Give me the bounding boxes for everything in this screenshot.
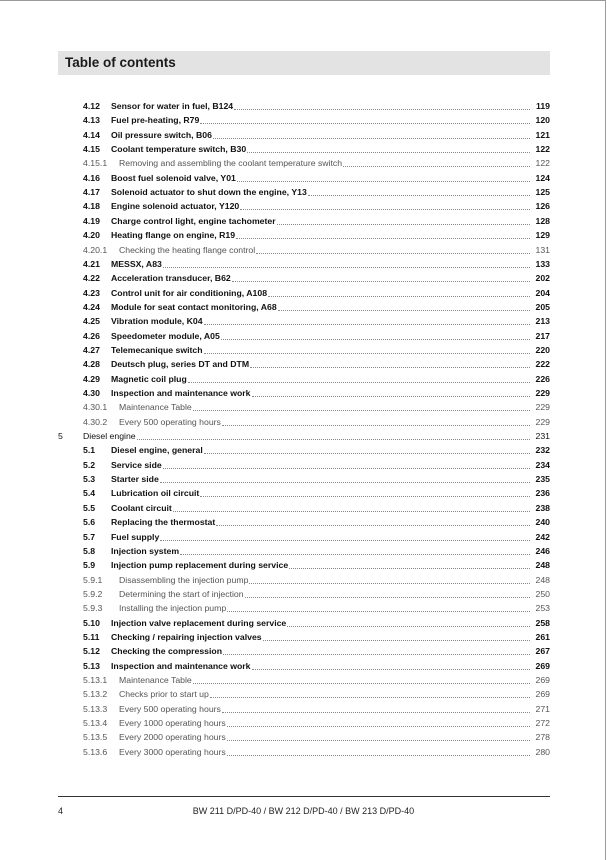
toc-entry[interactable] [83, 329, 550, 342]
toc-entry[interactable] [83, 573, 550, 586]
toc-dot-leader [234, 109, 530, 110]
toc-entry[interactable] [83, 257, 550, 270]
toc-dot-leader [222, 425, 530, 426]
toc-entry-page: 242 [535, 531, 550, 542]
toc-dot-leader [252, 669, 530, 670]
toc-entry[interactable] [83, 472, 550, 485]
toc-entry-title: Lubrication oil circuit [111, 488, 200, 499]
toc-entry-number: 4.27 [83, 344, 100, 355]
toc-entry[interactable] [83, 486, 550, 499]
toc-entry-number: 5.10 [83, 617, 100, 628]
toc-dot-leader [232, 281, 530, 282]
toc-entry-title: Checks prior to start up [119, 689, 209, 700]
toc-entry[interactable] [83, 214, 550, 227]
toc-dot-leader [210, 697, 530, 698]
toc-entry[interactable] [83, 616, 550, 629]
toc-entry-page: 235 [535, 474, 550, 485]
toc-entry-number: 5.6 [83, 517, 96, 528]
toc-entry-number: 5.2 [83, 459, 96, 470]
toc-entry-page: 267 [535, 646, 550, 657]
toc-entry-page: 269 [535, 660, 550, 671]
toc-entry[interactable] [83, 587, 550, 600]
toc-dot-leader [343, 166, 530, 167]
footer-page-number: 4 [58, 806, 64, 816]
toc-entry-page: 250 [535, 588, 550, 599]
toc-entry-number: 5.3 [83, 474, 96, 485]
toc-entry-number: 4.13 [83, 115, 100, 126]
toc-entry-title: Checking / repairing injection valves [111, 631, 262, 642]
toc-entry-title: Every 3000 operating hours [119, 746, 226, 757]
toc-entry[interactable] [83, 515, 550, 528]
toc-dot-leader [193, 683, 530, 684]
toc-entry-number: 5.11 [83, 631, 100, 642]
toc-entry-number: 5.1 [83, 445, 96, 456]
toc-entry-title: Module for seat contact monitoring, A68 [111, 301, 277, 312]
toc-entry-number: 5.13.5 [83, 732, 108, 743]
toc-entry-title: Control unit for air conditioning, A108 [111, 287, 268, 298]
toc-dot-leader [137, 439, 530, 440]
toc-entry-title: Heating flange on engine, R19 [111, 230, 236, 241]
toc-dot-leader [227, 755, 530, 756]
toc-entry-page: 204 [535, 287, 550, 298]
toc-entry-number: 5.8 [83, 545, 96, 556]
toc-dot-leader [200, 496, 530, 497]
toc-entry-title: Fuel supply [111, 531, 160, 542]
toc-dot-leader [160, 540, 530, 541]
toc-entry-title: Inspection and maintenance work [111, 660, 251, 671]
toc-entry-page: 234 [535, 459, 550, 470]
footer-divider [58, 796, 550, 797]
toc-entry[interactable] [83, 730, 550, 743]
toc-entry-page: 226 [535, 373, 550, 384]
toc-entry[interactable] [83, 745, 550, 758]
toc-dot-leader [204, 324, 530, 325]
toc-entry-page: 238 [535, 502, 550, 513]
toc-entry[interactable] [83, 458, 550, 471]
toc-entry-number: 4.25 [83, 316, 100, 327]
toc-entry-number: 4.16 [83, 172, 100, 183]
toc-entry-title: Replacing the thermostat [111, 517, 216, 528]
toc-entry-number: 4.22 [83, 273, 100, 284]
toc-entry-number: 4.23 [83, 287, 100, 298]
toc-dot-leader [236, 238, 530, 239]
toc-entry-number: 4.14 [83, 129, 100, 140]
toc-entry-number: 4.30 [83, 388, 100, 398]
toc-entry-page: 232 [535, 445, 550, 456]
toc-dot-leader [204, 453, 530, 454]
toc-entry-number: 5.13.2 [83, 689, 108, 700]
toc-entry[interactable] [83, 386, 550, 399]
toc-entry[interactable] [83, 142, 550, 155]
toc-entry[interactable] [83, 716, 550, 729]
toc-entry-number: 4.12 [83, 101, 100, 111]
toc-entry-page: 240 [535, 517, 550, 528]
toc-entry[interactable] [83, 185, 550, 198]
toc-entry-title: Speedometer module, A05 [111, 330, 220, 341]
toc-entry[interactable] [83, 530, 550, 543]
toc-entry-title: Telemecanique switch [111, 344, 203, 355]
toc-dot-leader [237, 181, 530, 182]
toc-entry-number: 5.5 [83, 502, 96, 513]
toc-entry-page: 126 [535, 201, 550, 212]
toc-entry-title: Deutsch plug, series DT and DTM [111, 359, 250, 370]
toc-dot-leader [240, 209, 530, 210]
toc-entry-number: 4.21 [83, 258, 100, 269]
toc-dot-leader [204, 353, 530, 354]
toc-entry[interactable] [83, 343, 550, 356]
toc-entry-title: Checking the heating flange control [119, 244, 256, 255]
toc-entry-number: 4.30.1 [83, 402, 108, 413]
toc-entry-page: 125 [535, 187, 550, 198]
toc-entry-page: 129 [535, 230, 550, 241]
toc-entry-number: 4.20.1 [83, 244, 108, 255]
toc-entry-page: 258 [535, 617, 550, 628]
toc-entry-title: Diesel engine [83, 431, 136, 442]
toc-entry[interactable] [83, 372, 550, 385]
toc-entry-title: Every 500 operating hours [119, 703, 221, 714]
toc-entry[interactable] [83, 558, 550, 571]
toc-entry-page: 278 [535, 732, 550, 743]
toc-entry-number: 5.13.1 [83, 675, 108, 685]
toc-entry-page: 246 [535, 545, 550, 556]
toc-entry-title: Diesel engine, general [111, 445, 203, 456]
toc-entry-title: Solenoid actuator to shut down the engine, Y13 [111, 187, 307, 198]
toc-dot-leader [188, 382, 530, 383]
toc-entry-page: 121 [535, 129, 550, 140]
toc-entry-title: Magnetic coil plug [111, 373, 187, 384]
toc-entry-number: 5.9.2 [83, 588, 103, 599]
toc-entry-page: 122 [535, 158, 550, 169]
toc-entry-page: 205 [535, 301, 550, 312]
toc-entry-number: 4.20 [83, 230, 100, 241]
toc-dot-leader [227, 611, 530, 612]
toc-entry-title: MESSX, A83 [111, 258, 162, 269]
toc-entry-number: 5.13 [83, 660, 100, 671]
toc-entry[interactable] [83, 687, 550, 700]
toc-entry-title: Starter side [111, 474, 159, 485]
toc-entry-title: Checking the compression [111, 646, 223, 657]
toc-entry-title: Service side [111, 459, 162, 470]
toc-entry-page: 229 [535, 388, 550, 398]
toc-dot-leader [213, 138, 530, 139]
toc-entry-page: 122 [535, 144, 550, 155]
toc-dot-leader [180, 554, 530, 555]
toc-entry-number: 5.13.3 [83, 703, 108, 714]
toc-dot-leader [287, 626, 530, 627]
toc-dot-leader [160, 482, 530, 483]
toc-entry-title: Oil pressure switch, B06 [111, 129, 212, 140]
toc-entry-page: 253 [535, 603, 550, 614]
toc-entry[interactable] [83, 113, 550, 126]
toc-dot-leader [263, 640, 530, 641]
toc-entry-title: Sensor for water in fuel, B124 [111, 101, 234, 111]
toc-entry-number: 4.29 [83, 373, 100, 384]
toc-entry-title: Engine solenoid actuator, Y120 [111, 201, 240, 212]
toc-entry[interactable] [83, 673, 550, 686]
toc-dot-leader [216, 525, 530, 526]
toc-entry-page: 248 [535, 560, 550, 571]
toc-entry[interactable] [83, 199, 550, 212]
toc-entry[interactable] [83, 171, 550, 184]
toc-dot-leader [221, 339, 530, 340]
toc-entry[interactable] [83, 644, 550, 657]
toc-entry-title: Disassembling the injection pump [119, 574, 249, 585]
toc-entry-page: 202 [535, 273, 550, 284]
toc-entry[interactable] [58, 429, 550, 442]
toc-dot-leader [256, 253, 530, 254]
toc-entry-number: 5.7 [83, 531, 96, 542]
toc-dot-leader [277, 224, 530, 225]
toc-entry-page: 133 [535, 258, 550, 269]
toc-entry-number: 4.26 [83, 330, 100, 341]
toc-entry[interactable] [83, 156, 550, 169]
toc-dot-leader [222, 712, 530, 713]
toc-dot-leader [247, 152, 530, 153]
toc-entry-number: 4.30.2 [83, 416, 108, 427]
toc-entry-title: Vibration module, K04 [111, 316, 203, 327]
toc-entry-title: Fuel pre-heating, R79 [111, 115, 200, 126]
toc-entry-title: Maintenance Table [119, 675, 192, 685]
toc-dot-leader [173, 511, 530, 512]
toc-entry-page: 222 [535, 359, 550, 370]
toc-entry-page: 229 [535, 416, 550, 427]
toc-dot-leader [308, 195, 530, 196]
toc-entry[interactable] [83, 128, 550, 141]
footer-model-line: BW 211 D/PD-40 / BW 212 D/PD-40 / BW 213 D/PD-40 [192, 806, 415, 816]
toc-entry-title: Every 2000 operating hours [119, 732, 226, 743]
toc-entry-title: Coolant circuit [111, 502, 172, 513]
toc-entry[interactable] [83, 544, 550, 557]
toc-entry-number: 5.12 [83, 646, 100, 657]
toc-entry-number: 4.15 [83, 144, 100, 155]
toc-dot-leader [289, 568, 530, 569]
toc-entry-number: 4.15.1 [83, 158, 108, 169]
toc-entry-page: 269 [535, 675, 550, 685]
toc-entry-title: Every 1000 operating hours [119, 718, 226, 728]
toc-entry-title: Injection system [111, 545, 180, 556]
toc-entry[interactable] [83, 357, 550, 370]
toc-entry-page: 261 [535, 631, 550, 642]
toc-dot-leader [200, 123, 530, 124]
toc-entry-title: Charge control light, engine tachometer [111, 215, 276, 226]
toc-entry-page: 217 [535, 330, 550, 341]
toc-entry-title: Boost fuel solenoid valve, Y01 [111, 172, 236, 183]
toc-entry-page: 128 [535, 215, 550, 226]
toc-entry-page: 236 [535, 488, 550, 499]
toc-entry-title: Determining the start of injection [119, 588, 244, 599]
toc-entry-page: 272 [535, 718, 550, 728]
toc-entry-number: 5.9.1 [83, 574, 103, 585]
toc-entry-title: Injection pump replacement during service [111, 560, 289, 571]
toc-entry[interactable] [83, 630, 550, 643]
toc-entry[interactable] [83, 243, 550, 256]
toc-dot-leader [245, 597, 530, 598]
toc-entry[interactable] [83, 99, 550, 112]
toc-entry-title: Acceleration transducer, B62 [111, 273, 231, 284]
toc-entry-page: 119 [535, 101, 550, 111]
toc-entry-title: Coolant temperature switch, B30 [111, 144, 247, 155]
toc-entry-page: 248 [535, 574, 550, 585]
toc-dot-leader [227, 726, 530, 727]
toc-entry[interactable] [83, 286, 550, 299]
toc-entry-page: 131 [535, 244, 550, 255]
toc-entry-number: 4.19 [83, 215, 100, 226]
toc-entry-title: Maintenance Table [119, 402, 192, 413]
toc-entry-number: 5.4 [83, 488, 96, 499]
toc-entry[interactable] [83, 443, 550, 456]
toc-entry-page: 271 [535, 703, 550, 714]
toc-entry-page: 269 [535, 689, 550, 700]
toc-entry[interactable] [83, 271, 550, 284]
toc-entry-page: 124 [535, 172, 550, 183]
toc-entry-number: 5.13.6 [83, 746, 108, 757]
toc-entry[interactable] [83, 501, 550, 514]
toc-entry-title: Every 500 operating hours [119, 416, 221, 427]
toc-entry-page: 220 [535, 344, 550, 355]
toc-entry-number: 5.13.4 [83, 718, 108, 728]
toc-entry-page: 120 [535, 115, 550, 126]
toc-entry-page: 229 [535, 402, 550, 413]
toc-entry[interactable] [83, 601, 550, 614]
toc-dot-leader [163, 267, 530, 268]
toc-dot-leader [193, 410, 530, 411]
toc-dot-leader [278, 310, 530, 311]
toc-entry[interactable] [83, 400, 550, 413]
toc-dot-leader [249, 583, 530, 584]
toc-dot-leader [163, 468, 530, 469]
toc-entry-number: 4.24 [83, 301, 100, 312]
toc-entry-title: Injection valve replacement during service [111, 617, 287, 628]
toc-entry[interactable] [83, 659, 550, 672]
toc-entry[interactable] [83, 415, 550, 428]
toc-entry-number: 4.28 [83, 359, 100, 370]
toc-entry-page: 231 [535, 431, 550, 442]
toc-entry-title: Installing the injection pump [119, 603, 227, 614]
toc-entry[interactable] [83, 314, 550, 327]
toc-entry[interactable] [83, 300, 550, 313]
toc-dot-leader [268, 296, 530, 297]
toc-entry-number: 5 [58, 431, 63, 442]
toc-entry[interactable] [83, 228, 550, 241]
toc-entry-number: 5.9 [83, 560, 96, 571]
toc-entry[interactable] [83, 702, 550, 715]
toc-entry-number: 4.17 [83, 187, 100, 198]
toc-entry-title: Removing and assembling the coolant temperature switch [119, 158, 343, 169]
toc-entry-title: Inspection and maintenance work [111, 388, 251, 398]
toc-dot-leader [252, 396, 530, 397]
toc-entry-page: 280 [535, 746, 550, 757]
toc-entry-page: 213 [535, 316, 550, 327]
toc-entry-number: 4.18 [83, 201, 100, 212]
toc-dot-leader [223, 654, 530, 655]
toc-dot-leader [227, 740, 530, 741]
toc-entry-number: 5.9.3 [83, 603, 103, 614]
page-title: Table of contents [65, 55, 176, 70]
toc-dot-leader [250, 367, 530, 368]
